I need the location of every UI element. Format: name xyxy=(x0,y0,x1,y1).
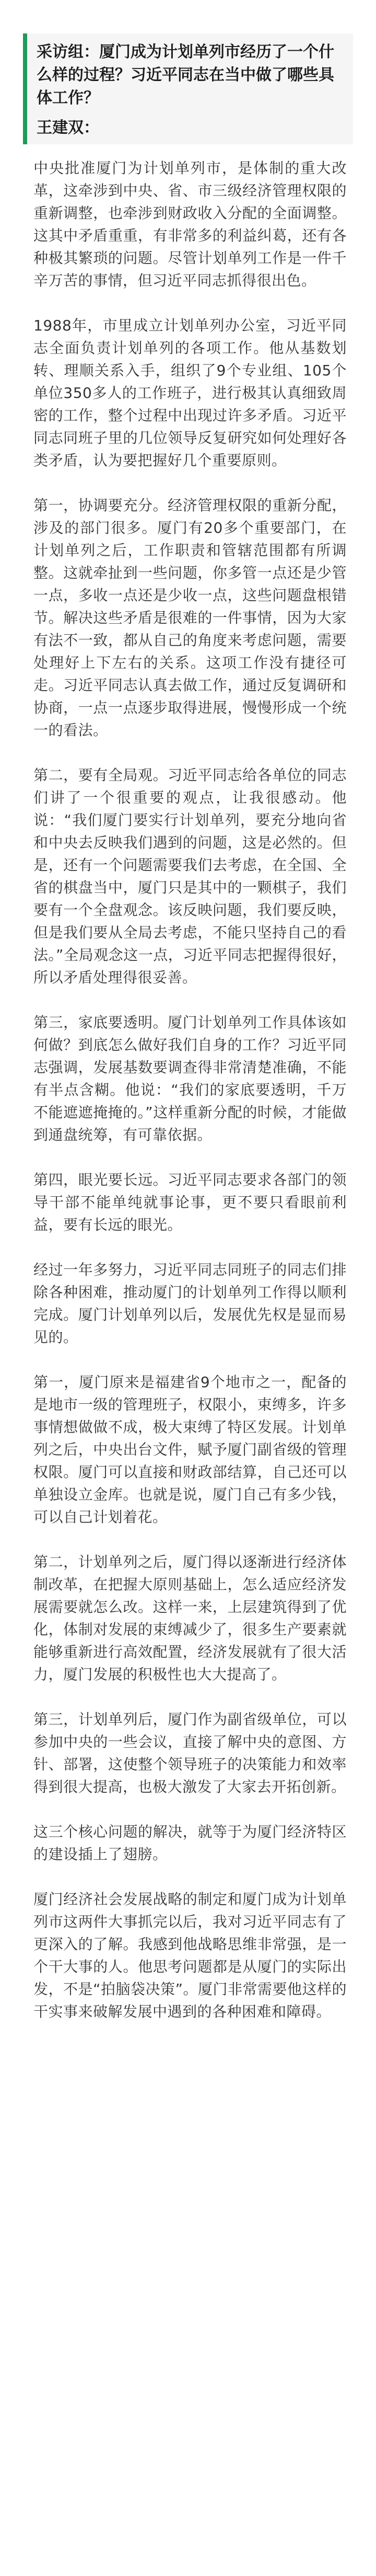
paragraph: 厦门经济社会发展战略的制定和厦门成为计划单列市这两件大事抓完以后，我对习近平同志有了更深入的了解。我感到他战略思维非常强，是一个干大事的人。他思考问题都是从厦门的实际出发，不是“拍脑袋决策”。厦门非常需要他这样的干实事来破解发展中遇到的各种困难和障碍。 xyxy=(33,1891,347,2020)
speaker-name: 王建双： xyxy=(37,119,99,137)
paragraph: 1988年，市里成立计划单列办公室，习近平同志全面负责计划单列的各项工作。他从基数划转、理顺关系入手，组织了9个专业组、105个单位350多人的工作班子，进行极其认真细致周密的工作，整个过程中出现过许多矛盾。习近平同志同班子里的几位领导反复研究如何处理好各类矛盾，认为要把握好几个重要原则。 xyxy=(33,317,347,469)
paragraph: 这三个核心问题的解决，就等于为厦门经济特区的建设插上了翅膀。 xyxy=(33,1823,347,1863)
question-text: 采访组：厦门成为计划单列市经历了一个什么样的过程？习近平同志在当中做了哪些具体工作？ xyxy=(37,43,334,107)
question-block xyxy=(23,33,353,119)
paragraph: 第三，家底要透明。厦门计划单列工作具体该如何做？到底怎么做好我们自身的工作？习近平同志强调，发展基数要调查得非常清楚准确，不能有半点含糊。他说：“我们的家底要透明，千万不能遮遮掩掩的。”这样重新分配的时候，才能做到通盘统筹，有可靠依据。 xyxy=(33,1014,347,1143)
paragraph: 第二，要有全局观。习近平同志给各单位的同志们讲了一个很重要的观点，让我很感动。他说：“我们厦门要实行计划单列，要充分地向省和中央去反映我们遇到的问题，这是必然的。但是，还有一个问题需要我们去考虑，在全国、全省的棋盘当中，厦门只是其中的一颗棋子，我们要有一个全盘观念。该反映问题，我们要反映，但是我们要从全局去考虑，不能只坚持自己的看法。”全局观念这一点，习近平同志把握得很好，所以矛盾处理得很妥善。 xyxy=(33,766,347,986)
paragraph: 第四，眼光要长远。习近平同志要求各部门的领导干部不能单纯就事论事，更不要只看眼前利益，要有长远的眼光。 xyxy=(33,1171,347,1233)
paragraph: 第一，厦门原来是福建省9个地市之一，配备的是地市一级的管理班子，权限小，束缚多，许多事情想做做不成，极大束缚了特区发展。计划单列之后，中央出台文件，赋予厦门副省级的管理权限。厦门可以直接和财政部结算，自己还可以单独设立金库。也就是说，厦门自己有多少钱，可以自己计划着花。 xyxy=(33,1373,347,1526)
speaker-block xyxy=(23,112,353,144)
paragraph: 第二，计划单列之后，厦门得以逐渐进行经济体制改革，在把握大原则基础上，怎么适应经济发展需要就怎么改。这样一来，上层建筑得到了优化，体制对发展的束缚减少了，很多生产要素就能够重新进行高效配置，经济发展就有了很大活力，厦门发展的积极性也大大提高了。 xyxy=(33,1553,347,1683)
answer-body xyxy=(33,157,347,2045)
paragraph: 第三，计划单列后，厦门作为副省级单位，可以参加中央的一些会议，直接了解中央的意图、方针、部署，这使整个领导班子的决策能力和效率得到很大提高，也极大激发了大家去开拓创新。 xyxy=(33,1711,347,1795)
paragraph: 第一，协调要充分。经济管理权限的重新分配，涉及的部门很多。厦门有20多个重要部门，在计划单列之后，工作职责和管辖范围都有所调整。这就牵扯到一些问题，你多管一点还是少管一点，多收一点还是少收一点，这些问题盘根错节。解决这些矛盾是很难的一件事情，因为大家有法不一致，都从自己的角度来考虑问题，需要处理好上下左右的关系。这项工作没有捷径可走。习近平同志认真去做工作，通过反复调研和协商，一点一点逐步取得进展，慢慢形成一个统一的看法。 xyxy=(33,497,347,739)
paragraph: 经过一年多努力，习近平同志同班子的同志们排除各种困难，推动厦门的计划单列工作得以顺利完成。厦门计划单列以后，发展优先权是显而易见的。 xyxy=(33,1261,347,1346)
paragraph: 中央批准厦门为计划单列市，是体制的重大改革，这牵涉到中央、省、市三级经济管理权限的重新调整，也牵涉到财政收入分配的全面调整。这其中矛盾重重，有非常多的利益纠葛，还有各种极其繁琐的问题。尽管计划单列工作是一件千辛万苦的事情，但习近平同志抓得很出色。 xyxy=(33,159,347,289)
